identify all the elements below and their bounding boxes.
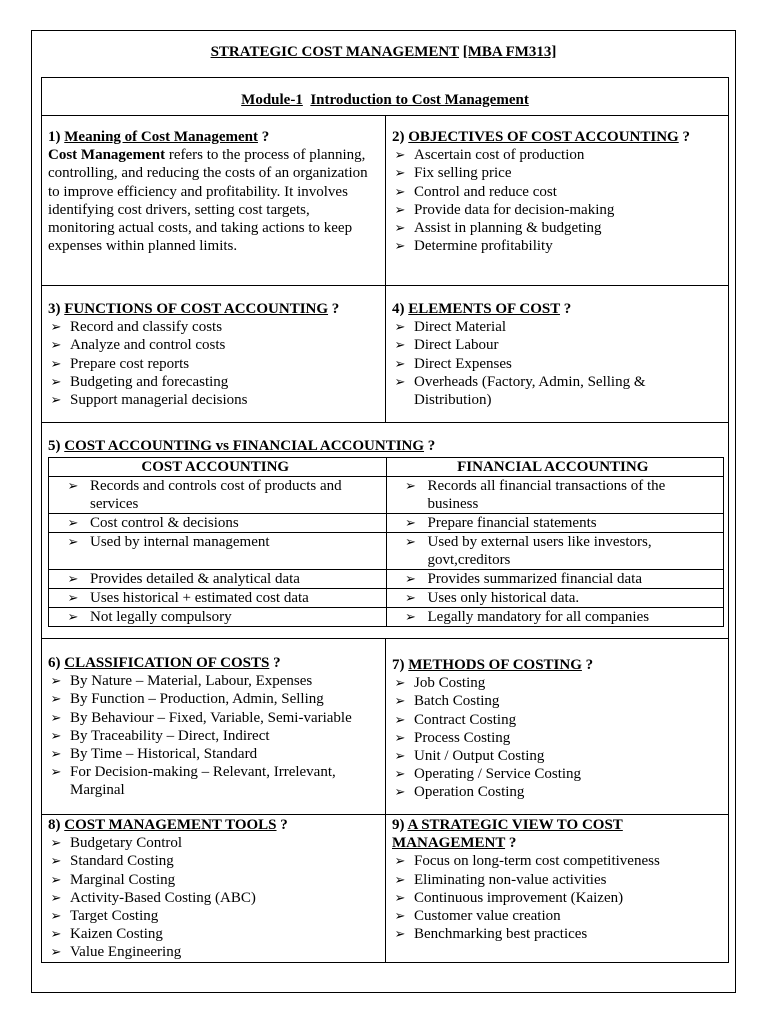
list-item (48, 355, 379, 373)
arrow-bullet-icon: ➢ (394, 748, 406, 764)
row-comparison (42, 422, 728, 638)
section-heading: 3) FUNCTIONS OF COST ACCOUNTING ? (48, 301, 340, 317)
table-cell (386, 514, 724, 533)
arrow-bullet-icon: ➢ (405, 534, 416, 549)
functions-list (48, 318, 379, 409)
arrow-bullet-icon: ➢ (67, 571, 79, 586)
list-item-text: Job Costing (414, 675, 486, 692)
arrow-bullet-icon: ➢ (394, 784, 406, 800)
arrow-bullet-icon: ➢ (394, 319, 406, 335)
arrow-bullet-icon: ➢ (50, 337, 62, 353)
list-item-text: For Decision-making – Relevant, Irrelevant, Marginal (70, 764, 336, 799)
list-item-text: Benchmarking best practices (414, 926, 588, 943)
arrow-bullet-icon: ➢ (394, 729, 406, 745)
document-title (32, 44, 735, 61)
arrow-bullet-icon: ➢ (50, 889, 62, 905)
list-item-text: Operating / Service Costing (414, 766, 582, 783)
arrow-bullet-icon: ➢ (394, 889, 406, 905)
section-heading: 7) METHODS OF COSTING ? (392, 657, 594, 673)
arrow-bullet-icon: ➢ (67, 609, 79, 624)
section-objectives (386, 116, 728, 285)
list-item (48, 373, 379, 391)
list-item (48, 391, 379, 409)
arrow-bullet-icon: ➢ (394, 373, 406, 389)
list-item (392, 237, 722, 255)
list-item (48, 690, 379, 708)
list-item (392, 318, 722, 336)
comparison-table (48, 457, 724, 627)
arrow-bullet-icon: ➢ (50, 727, 62, 743)
table-cell (386, 589, 724, 608)
list-item (392, 164, 722, 182)
list-item-text: Continuous improvement (Kaizen) (414, 889, 624, 906)
tools-list (48, 834, 379, 961)
arrow-bullet-icon: ➢ (394, 220, 406, 236)
list-item (48, 745, 379, 763)
objectives-list (392, 146, 722, 255)
list-item (48, 907, 379, 925)
list-item (392, 355, 722, 373)
list-item-text: By Nature – Material, Labour, Expenses (70, 673, 313, 690)
arrow-bullet-icon: ➢ (67, 478, 79, 493)
table-row (49, 608, 724, 627)
list-item-text: Provide data for decision-making (414, 201, 615, 218)
arrow-bullet-icon: ➢ (394, 337, 406, 353)
list-item-text: Eliminating non-value activities (414, 871, 607, 888)
arrow-bullet-icon: ➢ (405, 478, 416, 493)
arrow-bullet-icon: ➢ (394, 147, 406, 163)
list-item (48, 889, 379, 907)
table-cell (49, 477, 387, 514)
list-item (392, 219, 722, 237)
arrow-bullet-icon: ➢ (50, 853, 62, 869)
arrow-bullet-icon: ➢ (394, 853, 406, 869)
comparison-header-row (49, 458, 724, 477)
list-item-text: Contract Costing (414, 711, 517, 728)
cell-text: Used by external users like investors, govt,creditors (427, 534, 652, 568)
table-row (49, 589, 724, 608)
cell-text: Records all financial transactions of the business (427, 478, 666, 512)
arrow-bullet-icon: ➢ (50, 673, 62, 689)
list-item-text: Assist in planning & budgeting (414, 220, 602, 237)
column-header-cost: COST ACCOUNTING (49, 458, 387, 477)
list-item-text: By Behaviour – Fixed, Variable, Semi-variable (70, 709, 352, 726)
arrow-bullet-icon: ➢ (50, 355, 62, 371)
list-item-text: By Function – Production, Admin, Selling (70, 691, 324, 708)
table-cell (49, 570, 387, 589)
meaning-paragraph: Cost Management refers to the process of planning, controlling, and reducing the costs of an organization to improve efficiency and profitability. It involves identifying cost drivers, setting cost targets, monitoring actual costs, and taking actions to keep expenses within planned limits. (48, 147, 368, 255)
list-item-text: Analyze and control costs (70, 337, 226, 354)
section-classification (42, 639, 386, 814)
cell-text: Used by internal management (90, 534, 270, 550)
list-item-text: Unit / Output Costing (414, 748, 545, 765)
list-item (48, 943, 379, 961)
row-tools-strategic (42, 814, 728, 962)
column-header-financial: FINANCIAL ACCOUNTING (386, 458, 724, 477)
cell-text: Prepare financial statements (427, 515, 597, 531)
section-methods (386, 639, 728, 814)
list-item-text: Control and reduce cost (414, 183, 557, 200)
list-item-text: Overheads (Factory, Admin, Selling & Distribution) (414, 373, 646, 409)
table-row (49, 533, 724, 570)
list-item (392, 765, 722, 783)
arrow-bullet-icon: ➢ (50, 871, 62, 887)
arrow-bullet-icon: ➢ (394, 238, 406, 254)
list-item-text: Standard Costing (70, 853, 174, 870)
section-heading: 8) COST MANAGEMENT TOOLS ? (48, 817, 288, 833)
cell-text: Uses historical + estimated cost data (90, 590, 309, 606)
row-classification-methods (42, 638, 728, 814)
list-item (392, 925, 722, 943)
list-item (392, 201, 722, 219)
strategic-list (392, 852, 722, 943)
page-border (31, 30, 736, 993)
list-item (48, 834, 379, 852)
cell-text: Not legally compulsory (90, 609, 232, 625)
table-cell (49, 533, 387, 570)
list-item (392, 336, 722, 354)
arrow-bullet-icon: ➢ (67, 534, 79, 549)
list-item-text: Budgetary Control (70, 835, 183, 852)
list-item-text: Operation Costing (414, 784, 525, 801)
section-heading: 9) A STRATEGIC VIEW TO COST MANAGEMENT ? (392, 817, 623, 852)
arrow-bullet-icon: ➢ (394, 183, 406, 199)
list-item-text: By Traceability – Direct, Indirect (70, 727, 270, 744)
list-item-text: Value Engineering (70, 944, 182, 961)
classification-list (48, 672, 379, 799)
arrow-bullet-icon: ➢ (394, 165, 406, 181)
section-heading: 1) Meaning of Cost Management ? (48, 129, 270, 145)
table-row (49, 570, 724, 589)
arrow-bullet-icon: ➢ (394, 355, 406, 371)
list-item-text: Batch Costing (414, 693, 500, 710)
table-row (49, 514, 724, 533)
list-item (392, 373, 722, 409)
list-item (392, 852, 722, 870)
section-tools (42, 815, 386, 962)
list-item-text: Activity-Based Costing (ABC) (70, 889, 256, 906)
arrow-bullet-icon: ➢ (394, 675, 406, 691)
table-cell (49, 514, 387, 533)
list-item (48, 318, 379, 336)
elements-list (392, 318, 722, 409)
list-item (392, 889, 722, 907)
arrow-bullet-icon: ➢ (394, 766, 406, 782)
content-grid (41, 77, 729, 963)
list-item (48, 727, 379, 745)
module-row (42, 78, 728, 115)
list-item (392, 747, 722, 765)
list-item (392, 783, 722, 801)
arrow-bullet-icon: ➢ (405, 609, 416, 624)
list-item (392, 674, 722, 692)
section-meaning (42, 116, 386, 285)
cell-text: Legally mandatory for all companies (427, 609, 650, 625)
list-item-text: Customer value creation (414, 908, 561, 925)
arrow-bullet-icon: ➢ (50, 746, 62, 762)
section-heading: 2) OBJECTIVES OF COST ACCOUNTING ? (392, 129, 690, 145)
section-elements (386, 286, 728, 422)
section-functions (42, 286, 386, 422)
list-item (48, 672, 379, 690)
arrow-bullet-icon: ➢ (50, 392, 62, 408)
list-item-text: Fix selling price (414, 165, 512, 182)
arrow-bullet-icon: ➢ (50, 319, 62, 335)
section-heading: 6) CLASSIFICATION OF COSTS ? (48, 655, 281, 671)
cell-text: Uses only historical data. (427, 590, 580, 606)
list-item-text: Marginal Costing (70, 871, 176, 888)
list-item (48, 852, 379, 870)
list-item-text: Direct Labour (414, 337, 499, 354)
table-cell (386, 477, 724, 514)
list-item-text: Determine profitability (414, 238, 553, 255)
course-code: [MBA FM313] (462, 44, 557, 60)
table-cell (386, 533, 724, 570)
list-item (48, 709, 379, 727)
cell-text: Provides summarized financial data (427, 571, 643, 587)
module-title: Module-1 Introduction to Cost Management (241, 92, 529, 108)
list-item (392, 711, 722, 729)
arrow-bullet-icon: ➢ (405, 515, 416, 530)
arrow-bullet-icon: ➢ (50, 709, 62, 725)
list-item-text: Ascertain cost of production (414, 147, 585, 164)
methods-list (392, 674, 722, 801)
list-item-text: Kaizen Costing (70, 926, 163, 943)
arrow-bullet-icon: ➢ (50, 944, 62, 960)
arrow-bullet-icon: ➢ (394, 871, 406, 887)
list-item-text: Target Costing (70, 908, 159, 925)
cell-text: Records and controls cost of products and services (90, 478, 342, 512)
arrow-bullet-icon: ➢ (50, 926, 62, 942)
cell-text: Cost control & decisions (90, 515, 239, 531)
list-item-text: Direct Expenses (414, 355, 512, 372)
arrow-bullet-icon: ➢ (50, 908, 62, 924)
table-row (49, 477, 724, 514)
arrow-bullet-icon: ➢ (50, 764, 62, 780)
arrow-bullet-icon: ➢ (405, 590, 416, 605)
arrow-bullet-icon: ➢ (67, 515, 79, 530)
arrow-bullet-icon: ➢ (67, 590, 79, 605)
arrow-bullet-icon: ➢ (50, 835, 62, 851)
arrow-bullet-icon: ➢ (394, 908, 406, 924)
list-item-text: Budgeting and forecasting (70, 373, 229, 390)
list-item (392, 729, 722, 747)
list-item-text: Support managerial decisions (70, 392, 248, 409)
list-item-text: Process Costing (414, 729, 511, 746)
list-item (392, 183, 722, 201)
cell-text: Provides detailed & analytical data (90, 571, 300, 587)
row-meaning-objectives (42, 115, 728, 285)
section-strategic-view (386, 815, 728, 962)
arrow-bullet-icon: ➢ (394, 201, 406, 217)
table-cell (386, 608, 724, 627)
list-item (392, 907, 722, 925)
list-item-text: Direct Material (414, 319, 507, 336)
arrow-bullet-icon: ➢ (394, 926, 406, 942)
list-item-text: Record and classify costs (70, 319, 223, 336)
list-item (48, 871, 379, 889)
list-item-text: Focus on long-term cost competitiveness (414, 853, 660, 870)
arrow-bullet-icon: ➢ (394, 693, 406, 709)
list-item-text: Prepare cost reports (70, 355, 190, 372)
row-functions-elements (42, 285, 728, 422)
list-item (48, 925, 379, 943)
list-item-text: By Time – Historical, Standard (70, 746, 258, 763)
list-item (48, 763, 379, 799)
list-item (48, 336, 379, 354)
document-title-text: STRATEGIC COST MANAGEMENT (210, 44, 459, 60)
section-heading: 4) ELEMENTS OF COST ? (392, 301, 572, 317)
list-item (392, 146, 722, 164)
table-cell (386, 570, 724, 589)
arrow-bullet-icon: ➢ (394, 711, 406, 727)
arrow-bullet-icon: ➢ (50, 691, 62, 707)
list-item (392, 871, 722, 889)
table-cell (49, 608, 387, 627)
arrow-bullet-icon: ➢ (405, 571, 416, 586)
section-heading: 5) COST ACCOUNTING vs FINANCIAL ACCOUNTING ? (48, 438, 436, 454)
list-item (392, 692, 722, 710)
arrow-bullet-icon: ➢ (50, 373, 62, 389)
table-cell (49, 589, 387, 608)
